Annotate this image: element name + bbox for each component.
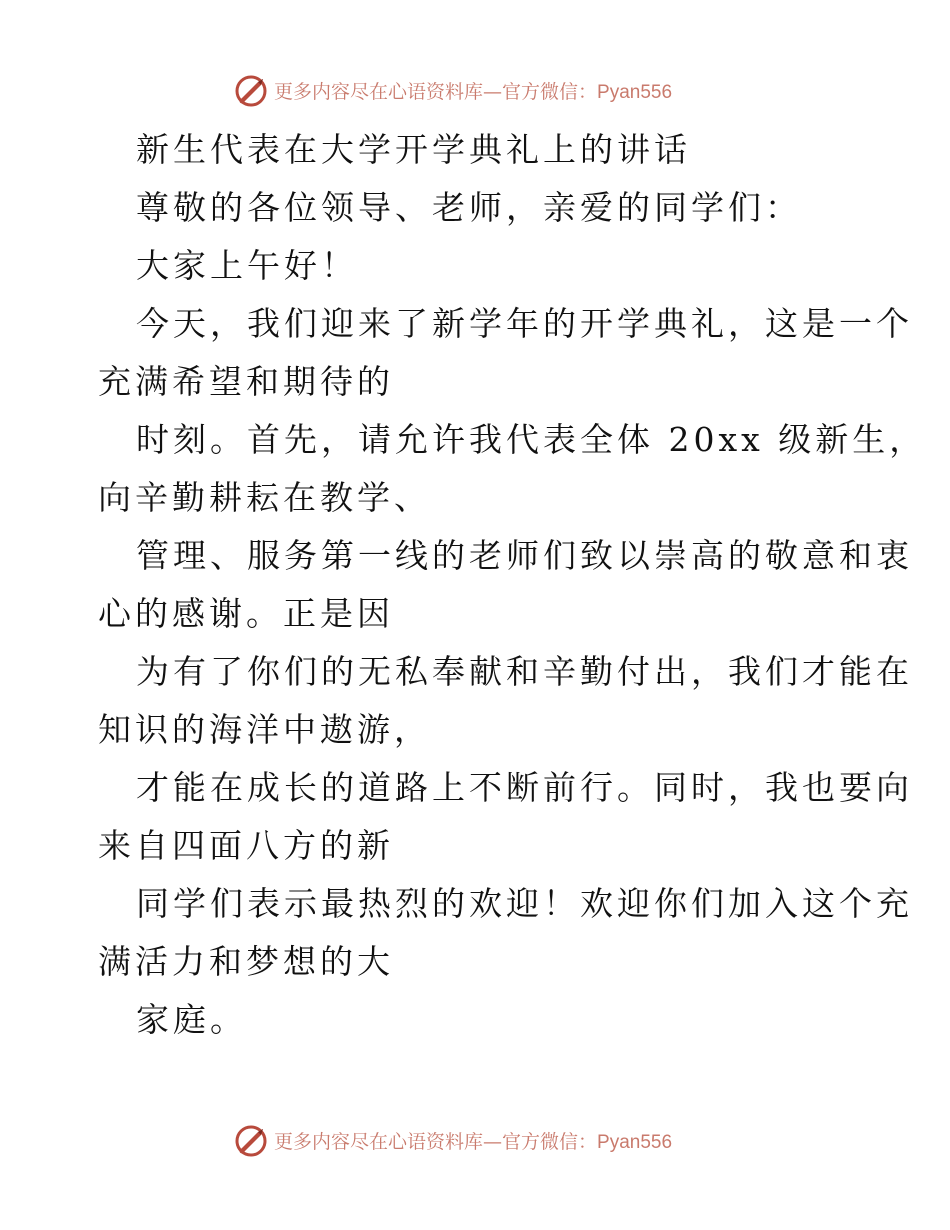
paragraph-line: 同学们表示最热烈的欢迎！欢迎你们加入这个充 bbox=[136, 884, 913, 923]
paragraph-line: 时刻。首先，请允许我代表全体 20xx 级新生， bbox=[136, 420, 927, 459]
paragraph-line: 管理、服务第一线的老师们致以崇高的敬意和衷 bbox=[136, 536, 913, 575]
paragraph-line: 满活力和梦想的大 bbox=[98, 942, 394, 981]
greeting: 大家上午好！ bbox=[136, 246, 358, 285]
watermark-separator: — bbox=[483, 80, 503, 103]
pen-circle-logo-icon bbox=[232, 70, 272, 110]
salutation: 尊敬的各位领导、老师，亲爱的同学们： bbox=[136, 188, 802, 227]
watermark-cn: 更多内容尽在心语资料库 bbox=[274, 1130, 484, 1153]
paragraph-line: 家庭。 bbox=[136, 1000, 247, 1039]
watermark-text bbox=[274, 1127, 672, 1154]
watermark-text bbox=[274, 77, 672, 104]
paragraph-line: 向辛勤耕耘在教学、 bbox=[98, 478, 431, 517]
paragraph-line: 知识的海洋中遨游， bbox=[98, 710, 431, 749]
pen-circle-logo-icon bbox=[232, 1120, 272, 1160]
document-title: 新生代表在大学开学典礼上的讲话 bbox=[136, 130, 691, 169]
paragraph-line: 充满希望和期待的 bbox=[98, 362, 394, 401]
watermark-separator: — bbox=[483, 1130, 503, 1153]
watermark-id: Pyan556 bbox=[597, 81, 673, 103]
paragraph-line: 今天，我们迎来了新学年的开学典礼，这是一个 bbox=[136, 304, 913, 343]
paragraph-line: 才能在成长的道路上不断前行。同时，我也要向 bbox=[136, 768, 913, 807]
header-watermark bbox=[232, 70, 672, 110]
paragraph-line: 来自四面八方的新 bbox=[98, 826, 394, 865]
footer-watermark bbox=[232, 1120, 672, 1160]
document-body bbox=[98, 121, 927, 1049]
watermark-label: 官方微信： bbox=[502, 1130, 598, 1153]
watermark-id: Pyan556 bbox=[597, 1131, 673, 1153]
watermark-cn: 更多内容尽在心语资料库 bbox=[274, 80, 484, 103]
paragraph-line: 心的感谢。正是因 bbox=[98, 594, 394, 633]
paragraph-line: 为有了你们的无私奉献和辛勤付出，我们才能在 bbox=[136, 652, 913, 691]
watermark-label: 官方微信： bbox=[502, 80, 598, 103]
